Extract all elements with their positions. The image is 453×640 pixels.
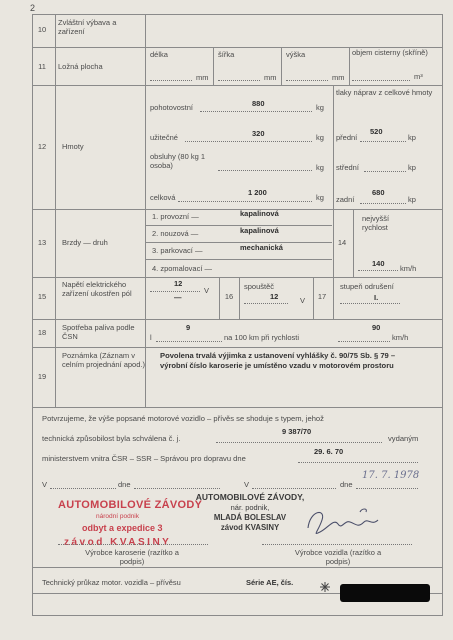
kg-unit: kg (316, 133, 324, 142)
row-10-label: Zvláštní výbava a zařízení (58, 18, 117, 36)
row-13-label: Brzdy — druh (62, 238, 108, 247)
rear-axle-value: 680 (372, 188, 385, 197)
axle-loads-label: tlaky náprav z celkové hmoty (336, 88, 433, 97)
red-stamp-line-4: závod KVASINY (64, 537, 172, 548)
fuel-consumption-value: 9 (186, 323, 191, 332)
approval-number: 9 387/70 (282, 427, 312, 436)
row-10-number: 10 (37, 25, 47, 34)
footer-text: Technický průkaz motor. vozidla – přívěsu (42, 578, 181, 587)
snowflake-icon (320, 582, 330, 592)
tank-volume-label: objem cisterny (skříně) (352, 48, 428, 57)
suppression-value: I. (374, 293, 379, 302)
starter-value: 12 (270, 292, 279, 301)
starter-label: spouštěč (244, 282, 275, 291)
certification-issued: vydaným (388, 434, 419, 443)
width-unit: mm (264, 73, 277, 82)
payload-label: užitečné (150, 133, 178, 142)
row-19-label: Poznámka (Záznam v celním projednání apod.) (62, 351, 145, 369)
volt-unit: V (300, 296, 306, 305)
kp-unit: kp (408, 195, 416, 204)
dark-stamp-line-4: závod KVASINY (220, 523, 280, 532)
certification-line-3: ministerstvem vnitra ČSR – SSR – Správou pro dopravu dne (42, 454, 246, 463)
volume-unit: m³ (414, 72, 423, 81)
length-label: délka (150, 50, 168, 59)
middle-axle-label: střední (336, 163, 359, 172)
operational-weight-label: pohotovostní (150, 103, 193, 112)
note-text: Povolena trvalá výjimka z ustanovení vyhlášky č. 90/75 Sb. § 79 – výrobní číslo karoserie je umístěno vzadu v motorovém prostoru (160, 351, 396, 370)
max-speed-value: 140 (372, 259, 385, 268)
brake-parking-label: 3. parkovací — (152, 246, 203, 255)
dark-stamp-line-1: AUTOMOBILOVÉ ZÁVODY, (195, 492, 305, 502)
row-14-number: 14 (337, 238, 347, 247)
kp-unit: kp (408, 133, 416, 142)
handwritten-signature (298, 498, 398, 548)
brake-emergency-value: kapalinová (240, 226, 279, 235)
row-16-number: 16 (224, 292, 234, 301)
dark-stamp-line-2: nár. podnik, (230, 503, 270, 512)
row-15-number: 15 (37, 292, 47, 301)
crew-label: obsluhy (80 kg 1 osoba) (150, 152, 206, 170)
row-17-number: 17 (317, 292, 327, 301)
brake-service-value: kapalinová (240, 209, 279, 218)
row-11-number: 11 (38, 62, 46, 71)
row-18-number: 18 (37, 328, 47, 337)
suppression-label: stupeň odrušení (340, 282, 394, 291)
brake-retarder-label: 4. zpomalovací — (152, 264, 213, 273)
voltage-value: 12 (174, 279, 183, 288)
certification-line-1: Potvrzujeme, že výše popsané motorové vozidlo – přívěs se shoduje s typem, jehož (42, 414, 324, 423)
row-12-number: 12 (37, 142, 47, 151)
fuel-speed-value: 90 (372, 323, 381, 332)
length-unit: mm (196, 73, 209, 82)
width-label: šířka (218, 50, 235, 59)
place-label-left: V (42, 480, 48, 489)
total-weight-value: 1 200 (248, 188, 267, 197)
certification-line-2: technická způsobilost byla schválena č. j. (42, 434, 181, 443)
max-speed-label: nejvyšší rychlost (362, 214, 390, 232)
row-15-label: Napětí elektrického zařízení ukostřen pól (62, 280, 132, 298)
height-label: výška (286, 50, 306, 59)
signature-date-handwritten: 17. 7. 1978 (362, 470, 420, 481)
front-axle-value: 520 (370, 127, 383, 136)
page-number: 2 (30, 3, 36, 13)
height-unit: mm (332, 73, 345, 82)
red-stamp-line-1: AUTOMOBILOVÉ ZÁVODY (58, 499, 203, 511)
ground-pole-value: — (174, 293, 182, 302)
redacted-serial-number (340, 584, 430, 602)
approval-date: 29. 6. 70 (314, 447, 344, 456)
row-12-label: Hmoty (62, 142, 84, 151)
place-label-right: V (244, 480, 250, 489)
volt-unit: V (204, 286, 210, 295)
dark-stamp-line-3: MLADÁ BOLESLAV (213, 513, 287, 522)
caption-vehicle-manufacturer: Výrobce vozidla (razítko a podpis) (294, 548, 382, 566)
total-weight-label: celková (150, 193, 176, 202)
kg-unit: kg (316, 163, 324, 172)
date-label-left: dne (118, 480, 131, 489)
caption-body-manufacturer: Výrobce karoserie (razítko a podpis) (85, 548, 179, 566)
row-18-label: Spotřeba paliva podle ČSN (62, 323, 135, 341)
row-11-label: Ložná plocha (58, 62, 103, 71)
row-19-number: 19 (37, 372, 47, 381)
footer-series: Série AE, čís. (246, 578, 294, 587)
row-13-number: 13 (37, 238, 47, 247)
kg-unit: kg (316, 193, 324, 202)
operational-weight-value: 880 (252, 99, 265, 108)
front-axle-label: přední (336, 133, 358, 142)
date-label-right: dne (340, 480, 353, 489)
brake-service-label: 1. provozní — (152, 212, 199, 221)
kp-unit: kp (408, 163, 416, 172)
speed-unit: km/h (400, 264, 417, 273)
speed-unit: km/h (392, 333, 409, 342)
fuel-consumption-text: na 100 km při rychlosti (224, 333, 300, 342)
brake-emergency-label: 2. nouzová — (152, 229, 199, 238)
red-stamp-line-3: odbyt a expedice 3 (82, 523, 163, 533)
kg-unit: kg (316, 103, 324, 112)
red-stamp-line-2: národní podnik (96, 513, 140, 520)
brake-parking-value: mechanická (240, 243, 283, 252)
rear-axle-label: zadní (336, 195, 355, 204)
payload-value: 320 (252, 129, 265, 138)
liter-unit: l (150, 333, 152, 342)
